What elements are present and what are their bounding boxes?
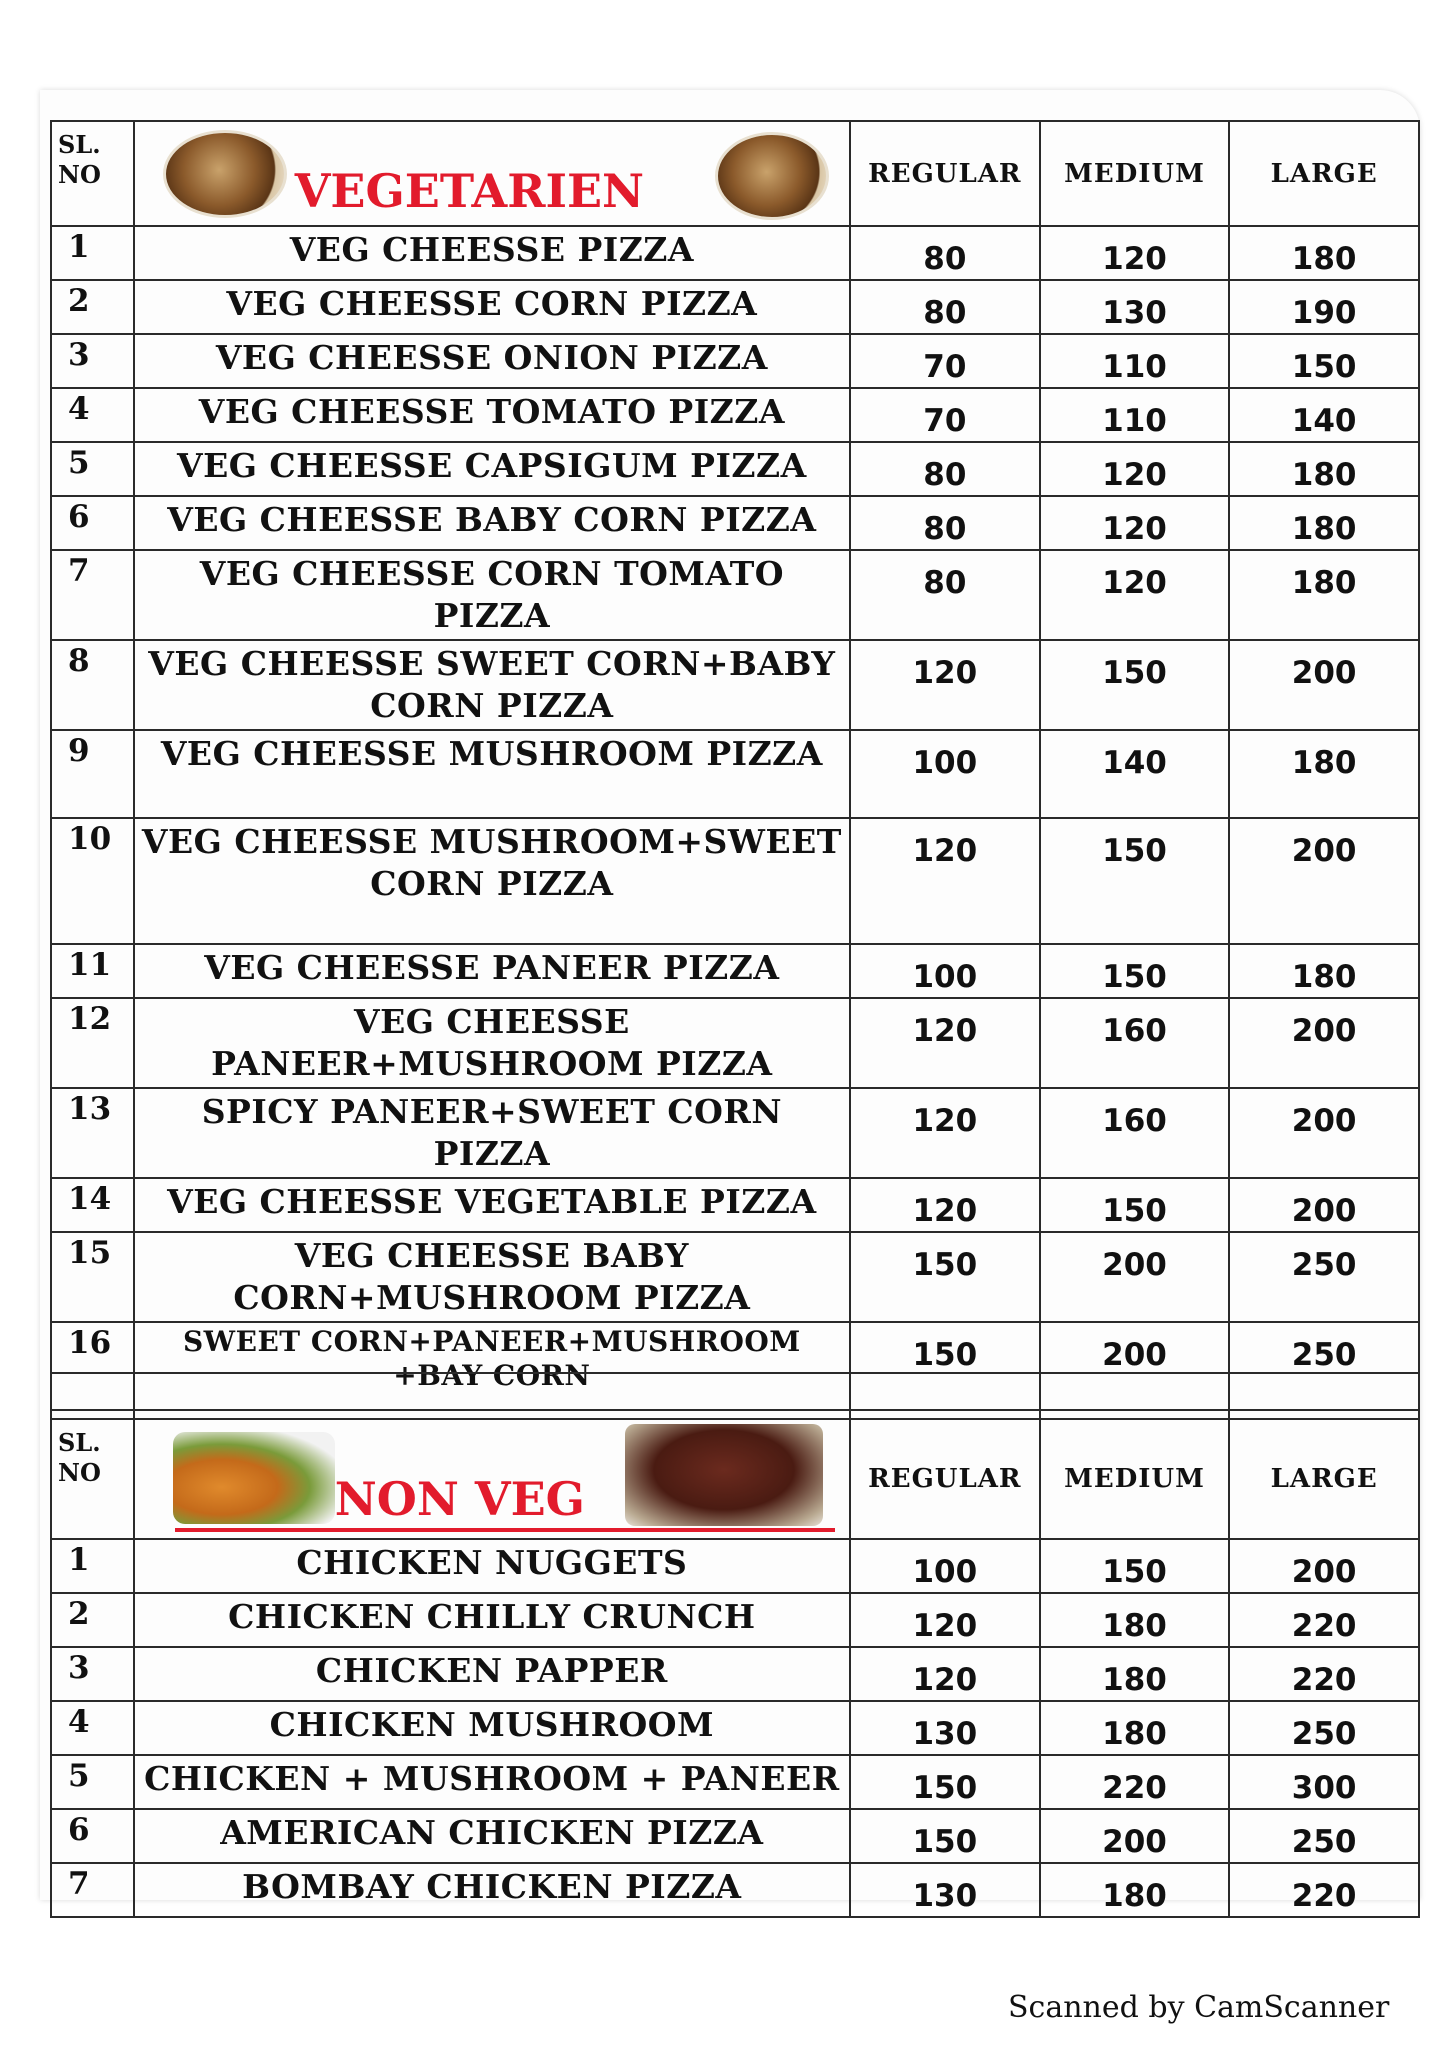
price-regular: 150 (850, 1322, 1040, 1410)
price-large: 180 (1229, 496, 1419, 550)
price-medium: 220 (1040, 1755, 1230, 1809)
sl-number: 3 (51, 1647, 134, 1701)
item-name: CHICKEN NUGGETS (134, 1539, 850, 1593)
price-medium: 150 (1040, 640, 1230, 730)
price-large: 250 (1229, 1809, 1419, 1863)
price-large: 180 (1229, 944, 1419, 998)
item-name: VEG CHEESSE TOMATO PIZZA (134, 388, 850, 442)
pizza-image (163, 130, 287, 218)
item-name: VEG CHEESSE CORN PIZZA (134, 280, 850, 334)
price-medium: 180 (1040, 1593, 1230, 1647)
price-regular: 120 (850, 640, 1040, 730)
sl-number: 2 (51, 1593, 134, 1647)
sl-number: 14 (51, 1178, 134, 1232)
price-medium: 150 (1040, 818, 1230, 944)
price-regular: 80 (850, 496, 1040, 550)
price-large: 140 (1229, 388, 1419, 442)
item-name: VEG CHEESSE PANEER+MUSHROOM PIZZA (134, 998, 850, 1088)
chicken-image (173, 1432, 335, 1524)
price-regular: 120 (850, 1088, 1040, 1178)
price-medium: 120 (1040, 442, 1230, 496)
menu-row (51, 388, 1419, 442)
price-regular: 150 (850, 1232, 1040, 1322)
price-large: 150 (1229, 334, 1419, 388)
menu-row (51, 226, 1419, 280)
item-name: CHICKEN PAPPER (134, 1647, 850, 1701)
sl-number: 11 (51, 944, 134, 998)
sl-number: 15 (51, 1232, 134, 1322)
price-large: 200 (1229, 1178, 1419, 1232)
price-regular: 100 (850, 730, 1040, 818)
menu-row (51, 496, 1419, 550)
item-name: VEG CHEESSE BABY CORN+MUSHROOM PIZZA (134, 1232, 850, 1322)
medium-header: MEDIUM (1040, 1419, 1230, 1539)
nonveg-header-row (51, 1419, 1419, 1539)
item-name: CHICKEN MUSHROOM (134, 1701, 850, 1755)
price-large: 200 (1229, 1539, 1419, 1593)
price-medium: 180 (1040, 1701, 1230, 1755)
price-large: 200 (1229, 640, 1419, 730)
menu-row (51, 334, 1419, 388)
price-medium: 110 (1040, 334, 1230, 388)
price-medium: 120 (1040, 226, 1230, 280)
item-name: VEG CHEESSE MUSHROOM PIZZA (134, 730, 850, 818)
price-medium: 160 (1040, 1088, 1230, 1178)
price-large: 220 (1229, 1863, 1419, 1917)
price-medium: 120 (1040, 550, 1230, 640)
price-medium: 130 (1040, 280, 1230, 334)
sl-number: 12 (51, 998, 134, 1088)
regular-header: REGULAR (850, 121, 1040, 226)
price-medium: 140 (1040, 730, 1230, 818)
item-name: CHICKEN CHILLY CRUNCH (134, 1593, 850, 1647)
price-large: 200 (1229, 998, 1419, 1088)
item-name: VEG CHEESSE CAPSIGUM PIZZA (134, 442, 850, 496)
item-name: VEG CHEESSE BABY CORN PIZZA (134, 496, 850, 550)
sl-number: 13 (51, 1088, 134, 1178)
price-regular: 120 (850, 1647, 1040, 1701)
veg-header-row (51, 121, 1419, 226)
item-name: SWEET CORN+PANEER+MUSHROOM +BAY CORN (134, 1322, 850, 1410)
sl-number: 9 (51, 730, 134, 818)
sl-number: 2 (51, 280, 134, 334)
price-regular: 80 (850, 550, 1040, 640)
veg-section-title: VEGETARIEN (294, 164, 645, 218)
item-name: VEG CHEESSE MUSHROOM+SWEET CORN PIZZA (134, 818, 850, 944)
price-medium: 120 (1040, 496, 1230, 550)
price-large: 200 (1229, 818, 1419, 944)
price-regular: 150 (850, 1809, 1040, 1863)
price-large: 220 (1229, 1647, 1419, 1701)
price-regular: 150 (850, 1755, 1040, 1809)
price-regular: 100 (850, 944, 1040, 998)
price-medium: 200 (1040, 1809, 1230, 1863)
item-name: BOMBAY CHICKEN PIZZA (134, 1863, 850, 1917)
sl-number: 8 (51, 640, 134, 730)
medium-header: MEDIUM (1040, 121, 1230, 226)
menu-row (51, 1593, 1419, 1647)
large-header: LARGE (1229, 121, 1419, 226)
sl-number: 5 (51, 442, 134, 496)
sl-no-header: SL. NO (51, 121, 134, 226)
sl-number: 7 (51, 550, 134, 640)
item-name: VEG CHEESSE VEGETABLE PIZZA (134, 1178, 850, 1232)
price-medium: 150 (1040, 944, 1230, 998)
nonveg-menu-table (50, 1372, 1420, 1918)
price-regular: 130 (850, 1701, 1040, 1755)
menu-row (51, 1701, 1419, 1755)
price-large: 180 (1229, 226, 1419, 280)
menu-row (51, 280, 1419, 334)
price-large: 250 (1229, 1322, 1419, 1410)
menu-row (51, 640, 1419, 730)
menu-row (51, 730, 1419, 818)
curry-image (625, 1424, 823, 1526)
large-header: LARGE (1229, 1419, 1419, 1539)
sl-number: 10 (51, 818, 134, 944)
nonveg-title-cell (134, 1419, 850, 1539)
item-name: SPICY PANEER+SWEET CORN PIZZA (134, 1088, 850, 1178)
pizza-image (715, 132, 829, 220)
menu-row (51, 998, 1419, 1088)
price-regular: 130 (850, 1863, 1040, 1917)
veg-title-cell (134, 121, 850, 226)
price-medium: 150 (1040, 1539, 1230, 1593)
nonveg-section-title: NON VEG (334, 1472, 585, 1526)
price-regular: 80 (850, 280, 1040, 334)
veg-menu-table (50, 120, 1420, 1411)
item-name: VEG CHEESSE ONION PIZZA (134, 334, 850, 388)
sl-number: 6 (51, 1809, 134, 1863)
menu-row (51, 442, 1419, 496)
price-large: 250 (1229, 1701, 1419, 1755)
sl-number: 1 (51, 1539, 134, 1593)
price-large: 300 (1229, 1755, 1419, 1809)
sl-number: 5 (51, 1755, 134, 1809)
menu-row (51, 944, 1419, 998)
price-large: 200 (1229, 1088, 1419, 1178)
price-large: 190 (1229, 280, 1419, 334)
price-medium: 200 (1040, 1322, 1230, 1410)
price-regular: 120 (850, 1178, 1040, 1232)
menu-row (51, 1755, 1419, 1809)
sl-no-header: SL. NO (51, 1419, 134, 1539)
menu-row (51, 1178, 1419, 1232)
sl-number: 6 (51, 496, 134, 550)
menu-row (51, 1647, 1419, 1701)
menu-row (51, 1863, 1419, 1917)
price-regular: 100 (850, 1539, 1040, 1593)
menu-row (51, 1539, 1419, 1593)
price-regular: 120 (850, 1593, 1040, 1647)
scanner-footer: Scanned by CamScanner (1008, 1990, 1390, 2025)
item-name: VEG CHEESSE PANEER PIZZA (134, 944, 850, 998)
price-medium: 180 (1040, 1647, 1230, 1701)
price-regular: 70 (850, 388, 1040, 442)
menu-row (51, 1232, 1419, 1322)
price-large: 250 (1229, 1232, 1419, 1322)
price-medium: 110 (1040, 388, 1230, 442)
price-regular: 80 (850, 442, 1040, 496)
item-name: CHICKEN + MUSHROOM + PANEER (134, 1755, 850, 1809)
price-medium: 160 (1040, 998, 1230, 1088)
item-name: VEG CHEESSE SWEET CORN+BABY CORN PIZZA (134, 640, 850, 730)
sl-number: 16 (51, 1322, 134, 1410)
sl-number: 7 (51, 1863, 134, 1917)
price-large: 180 (1229, 442, 1419, 496)
menu-row (51, 550, 1419, 640)
price-medium: 200 (1040, 1232, 1230, 1322)
item-name: VEG CHEESSE PIZZA (134, 226, 850, 280)
price-large: 180 (1229, 550, 1419, 640)
menu-row (51, 818, 1419, 944)
regular-header: REGULAR (850, 1419, 1040, 1539)
price-regular: 120 (850, 998, 1040, 1088)
price-regular: 80 (850, 226, 1040, 280)
price-large: 220 (1229, 1593, 1419, 1647)
price-regular: 120 (850, 818, 1040, 944)
sl-number: 1 (51, 226, 134, 280)
sl-number: 4 (51, 388, 134, 442)
price-medium: 180 (1040, 1863, 1230, 1917)
price-regular: 70 (850, 334, 1040, 388)
menu-row (51, 1809, 1419, 1863)
sl-number: 3 (51, 334, 134, 388)
spacer-row (51, 1373, 1419, 1419)
menu-row (51, 1088, 1419, 1178)
price-large: 180 (1229, 730, 1419, 818)
item-name: AMERICAN CHICKEN PIZZA (134, 1809, 850, 1863)
price-medium: 150 (1040, 1178, 1230, 1232)
sl-number: 4 (51, 1701, 134, 1755)
item-name: VEG CHEESSE CORN TOMATO PIZZA (134, 550, 850, 640)
red-underline (175, 1528, 835, 1532)
